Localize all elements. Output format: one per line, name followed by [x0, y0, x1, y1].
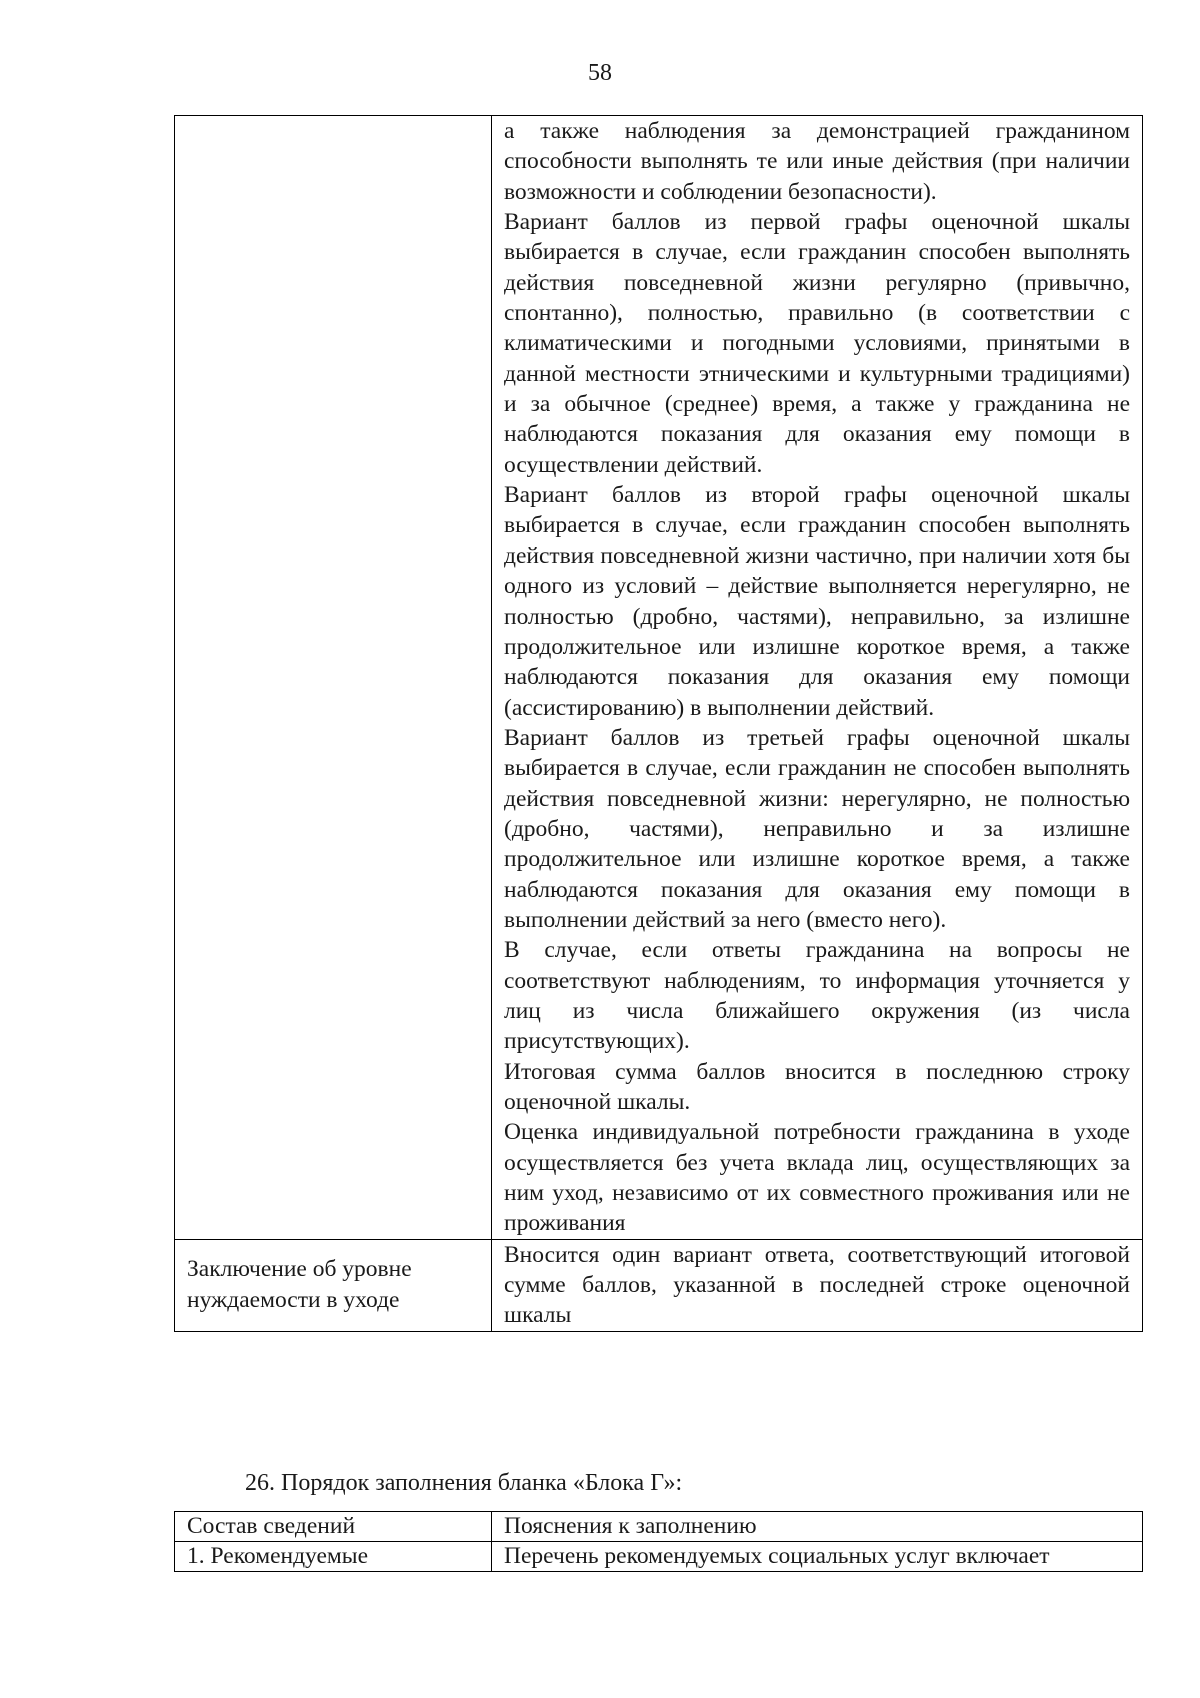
table-header-row [175, 1512, 1143, 1542]
paragraph: В случае, если ответы гражданина на вопросы не соответствуют наблюдениям, то информация уточняется у лиц из числа ближайшего окружения (из числа присутствующих). [504, 937, 1130, 1055]
paragraph: Оценка индивидуальной потребности гражданина в уходе осуществляется без учета вклада лиц, осуществляющих за ним уход, независимо от их совместного проживания или не проживания [504, 1119, 1130, 1237]
paragraph: Вариант баллов из третьей графы оценочной шкалы выбирается в случае, если гражданин не способен выполнять действия повседневной жизни: нерегулярно, не полностью (дробно, частями), неправильно и за излишне продолжительное или излишне короткое время, а также наблюдаются показания для оказания ему помощи в выполнении действий за него (вместо него). [504, 724, 1130, 933]
conclusion-explanation: Вносится один вариант ответа, соответствующий итоговой сумме баллов, указанной в последней строке оценочной шкалы [492, 1239, 1143, 1331]
table-row [175, 1542, 1143, 1572]
column-header: Пояснения к заполнению [492, 1512, 1143, 1542]
paragraph: Итоговая сумма баллов вносится в последнюю строку оценочной шкалы. [504, 1058, 1130, 1115]
table-row [175, 1239, 1143, 1331]
explanation-cell [492, 116, 1143, 1240]
paragraph: Вариант баллов из второй графы оценочной шкалы выбирается в случае, если гражданин способен выполнять действия повседневной жизни частично, при наличии хотя бы одного из условий – действие выполняется нерегулярно, не полностью (дробно, частями), неправильно, за излишне продолжительное или излишне короткое время, а также наблюдаются показания для оказания ему помощи (ассистированию) в выполнении действий. [504, 482, 1130, 721]
table-cell: Перечень рекомендуемых социальных услуг включает [492, 1542, 1143, 1572]
instructions-table [174, 115, 1143, 1332]
table-row [175, 116, 1143, 1240]
table-cell: 1. Рекомендуемые [175, 1542, 492, 1572]
conclusion-label: Заключение об уровне нуждаемости в уходе [175, 1239, 492, 1331]
block-g-table [174, 1511, 1143, 1572]
page-number: 58 [588, 60, 612, 86]
section-heading: 26. Порядок заполнения бланка «Блока Г»: [245, 1470, 683, 1496]
paragraph: Вариант баллов из первой графы оценочной шкалы выбирается в случае, если гражданин способен выполнять действия повседневной жизни регулярно (привычно, спонтанно), полностью, правильно (в соответствии с климатическими и погодными условиями, принятыми в данной местности этническими и культурными традициями) и за обычное (среднее) время, а также у гражданина не наблюдаются показания для оказания ему помощи в осуществлении действий. [504, 209, 1130, 478]
empty-label-cell [175, 116, 492, 1240]
column-header: Состав сведений [175, 1512, 492, 1542]
paragraph: а также наблюдения за демонстрацией гражданином способности выполнять те или иные действия (при наличии возможности и соблюдении безопасности). [504, 118, 1130, 205]
